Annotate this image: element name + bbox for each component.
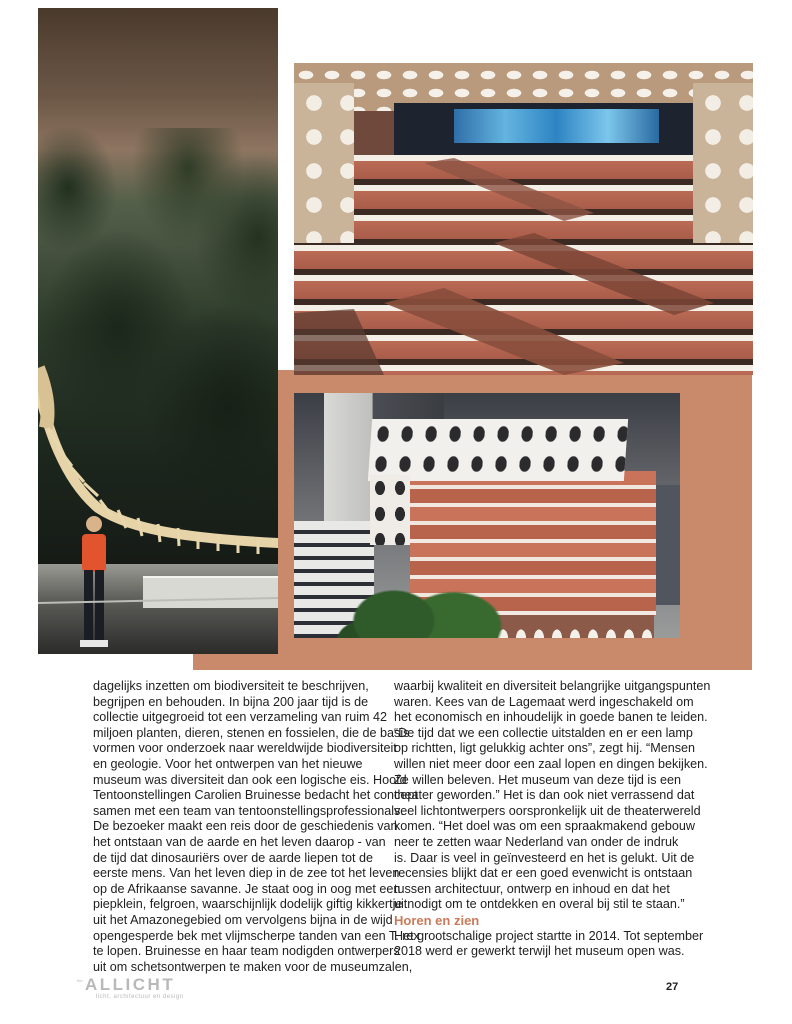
body-line: miljoen planten, dieren, stenen en fossielen, die de basis	[93, 725, 410, 740]
body-line: is. Daar is veel in geïnvesteerd en het is gelukt. Uit de	[394, 850, 695, 865]
body-line: 2018 werd er gewerkt terwijl het museum open was.	[394, 944, 685, 959]
body-line: op richtten, ligt gelukkig achter ons”, zegt hij. “Mensen	[394, 741, 696, 756]
body-line: het ontstaan van de aarde en het leven daarop - van	[93, 834, 386, 849]
body-line: en geologie. Voor het ontwerpen van het nieuwe	[93, 756, 363, 771]
body-line: Het grootschalige project startte in 2014. Tot september	[394, 928, 704, 943]
body-line: waren. Kees van de Lagemaat werd ingeschakeld om	[394, 694, 694, 709]
article-column-left	[93, 679, 420, 975]
body-line: “De tijd dat we een collectie uitstalden en er een lamp	[394, 725, 693, 740]
atrium-staircases	[294, 63, 753, 375]
dinosaur-skeleton-photo	[38, 8, 278, 654]
body-line: op de Afrikaanse savanne. Je staat oog in oog met een	[93, 881, 401, 896]
article-column-right	[394, 679, 711, 960]
page-number: 27	[666, 981, 679, 993]
brand-tagline: licht, architectuur en design	[96, 994, 184, 1000]
body-line: neer te zetten waar Nederland van onder de indruk	[394, 834, 679, 849]
museum-exterior-photo	[294, 393, 680, 638]
body-line: Tentoonstellingen Carolien Bruinesse bedacht het concept	[93, 788, 418, 803]
body-line: De bezoeker maakt een reis door de geschiedenis van	[93, 819, 398, 834]
body-line: Ze willen beleven. Het museum van deze tijd is een	[394, 772, 682, 787]
body-line: uit het Amazonegebied om vervolgens bijna in de wijd	[93, 912, 393, 927]
body-line: te lopen. Bruinesse en haar team nodigden ontwerpers	[93, 944, 400, 959]
section-subheading: Horen en zien	[394, 912, 480, 928]
body-line: samen met een team van tentoonstellingsprofessionals.	[93, 803, 404, 818]
white-lattice-side	[370, 475, 410, 545]
body-line: collectie uitgegroeid tot een verzameling van ruim 42	[93, 710, 388, 725]
brand-prefix: the	[77, 978, 83, 983]
body-line: theater geworden.” Het is dan ook niet verrassend dat	[394, 788, 695, 803]
white-lattice-crown	[368, 419, 628, 481]
body-line: komen. “Het doel was om een spraakmakend gebouw	[394, 819, 696, 834]
brand-logo: ALLICHT	[85, 975, 176, 994]
body-line: uitnodigt om te ontdekken en overal bij stil te staan.”	[394, 897, 685, 912]
museum-atrium-photo	[294, 63, 753, 375]
body-line: de tijd dat dinosauriërs over de aarde liepen tot de	[93, 850, 374, 865]
body-line: het economisch en inhoudelijk in goede banen te leiden.	[394, 710, 708, 725]
body-line: tussen architectuur, ontwerp en inhoud en dat het	[394, 881, 670, 896]
body-line: dagelijks inzetten om biodiversiteit te beschrijven,	[93, 679, 369, 693]
body-line: museum was diversiteit dan ook een logische eis. Hoofd	[93, 772, 407, 787]
body-line: willen niet meer door een zaal lopen en dingen bekijken.	[394, 756, 708, 771]
body-line: piepklein, felgroen, waarschijnlijk dodelijk giftig kikkertje	[93, 897, 403, 912]
body-line: eerste mens. Van het leven diep in de zee tot het leven	[93, 866, 400, 881]
dinosaur-skeleton-illustration	[38, 8, 278, 654]
body-line: uit om schetsontwerpen te maken voor de museumzalen,	[93, 959, 413, 974]
body-line: recensies blijkt dat er een goed evenwicht is ontstaan	[394, 866, 693, 881]
body-line: begrijpen en behouden. In bijna 200 jaar tijd is de	[93, 694, 369, 709]
body-line: waarbij kwaliteit en diversiteit belangrijke uitgangspunten	[394, 679, 711, 693]
foreground-tree	[324, 571, 524, 638]
body-line: opengesperde bek met vlijmscherpe tanden van een T. rex	[93, 928, 420, 943]
body-line: vormen voor onderzoek naar wereldwijde biodiversiteit	[93, 741, 397, 756]
body-line: veel lichtontwerpers oorspronkelijk uit de theaterwereld	[394, 803, 701, 818]
